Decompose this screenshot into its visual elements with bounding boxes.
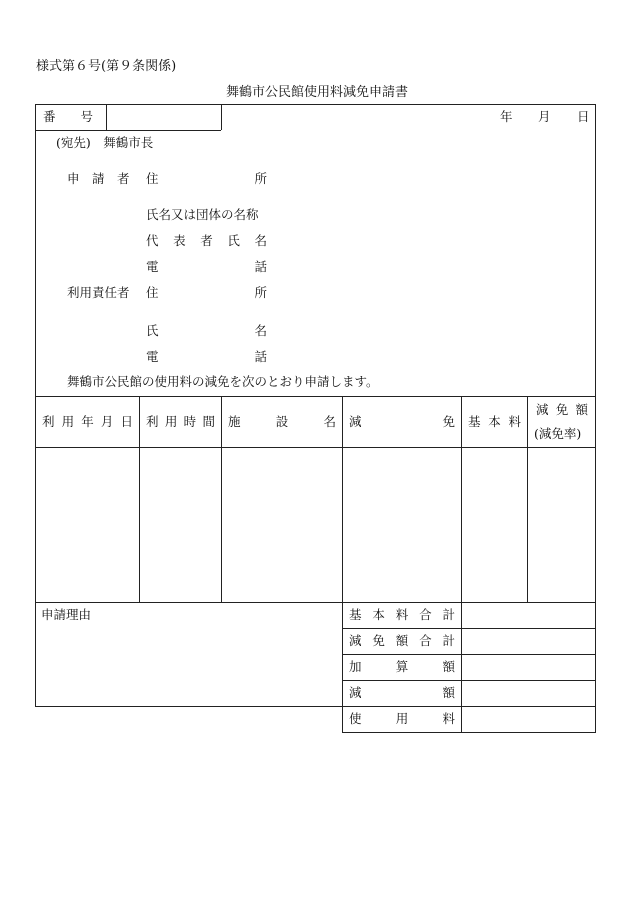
cell-base-fee[interactable] <box>462 448 527 602</box>
summary-base-fee-total: 基 本 料 合 計 <box>349 607 455 622</box>
number-box-bottom-line <box>35 130 221 131</box>
usage-table-top-line <box>35 396 596 397</box>
cell-usage-time[interactable] <box>140 448 221 602</box>
summary-value-reduction[interactable] <box>462 681 595 706</box>
cell-reduction[interactable] <box>343 448 461 602</box>
number-box-right-line <box>221 104 222 130</box>
addressee: (宛先) 舞鶴市長 <box>56 135 154 150</box>
cell-reduction-amount[interactable] <box>528 448 595 602</box>
summary-value-base-fee-total[interactable] <box>462 603 595 628</box>
applicant-address-label: 住 所 <box>146 171 267 186</box>
date-day: 日 <box>577 109 590 124</box>
summary-addition: 加 算 額 <box>349 659 455 674</box>
summary-reduction: 減 額 <box>349 685 455 700</box>
statement: 舞鶴市公民館の使用料の減免を次のとおり申請します。 <box>67 374 379 389</box>
responsible-name-label: 氏 名 <box>146 323 267 338</box>
summary-value-usage-fee[interactable] <box>462 707 595 732</box>
reason-label: 申請理由 <box>41 607 92 622</box>
frame-left-line <box>35 104 36 706</box>
page-title: 舞鶴市公民館使用料減免申請書 <box>226 85 409 100</box>
header-reduction-rate: (減免率) <box>534 426 582 441</box>
number-box-divider <box>106 104 107 130</box>
cell-facility-name[interactable] <box>222 448 342 602</box>
summary-value-addition[interactable] <box>462 655 595 680</box>
applicant-phone-label: 電 話 <box>146 259 267 274</box>
summary-value-reduction-total[interactable] <box>462 629 595 654</box>
header-base-fee: 基 本 料 <box>468 414 521 429</box>
header-usage-time: 利 用 時 間 <box>146 414 215 429</box>
form-number-label: 様式第６号(第９条関係) <box>36 59 177 74</box>
cell-usage-date[interactable] <box>36 448 139 602</box>
reason-input[interactable] <box>36 625 342 705</box>
header-usage-date: 利 用 年 月 日 <box>42 414 133 429</box>
responsible-address-label: 住 所 <box>146 285 267 300</box>
summary-bottom-line <box>342 732 596 733</box>
number-input[interactable] <box>112 111 216 125</box>
number-label: 番 号 <box>43 109 94 124</box>
applicant-name-label: 氏名又は団体の名称 <box>146 207 259 222</box>
responsible-phone-label: 電 話 <box>146 349 267 364</box>
summary-reduction-total: 減 免 額 合 計 <box>349 633 455 648</box>
frame-right-line <box>595 104 596 732</box>
header-reduction-amount: 減 免 額 <box>536 402 588 417</box>
frame-top-line <box>35 104 596 105</box>
header-reduction: 減 免 <box>349 414 455 429</box>
date-year: 年 <box>500 109 513 124</box>
date-month: 月 <box>538 109 551 124</box>
applicant-representative-label: 代 表 者 氏 名 <box>146 233 267 248</box>
reason-bottom-line <box>35 706 343 707</box>
summary-usage-fee: 使 用 料 <box>349 711 455 726</box>
responsible-role-label: 利用責任者 <box>67 285 130 300</box>
header-facility-name: 施 設 名 <box>228 414 336 429</box>
applicant-role-label: 申 請 者 <box>67 171 130 186</box>
